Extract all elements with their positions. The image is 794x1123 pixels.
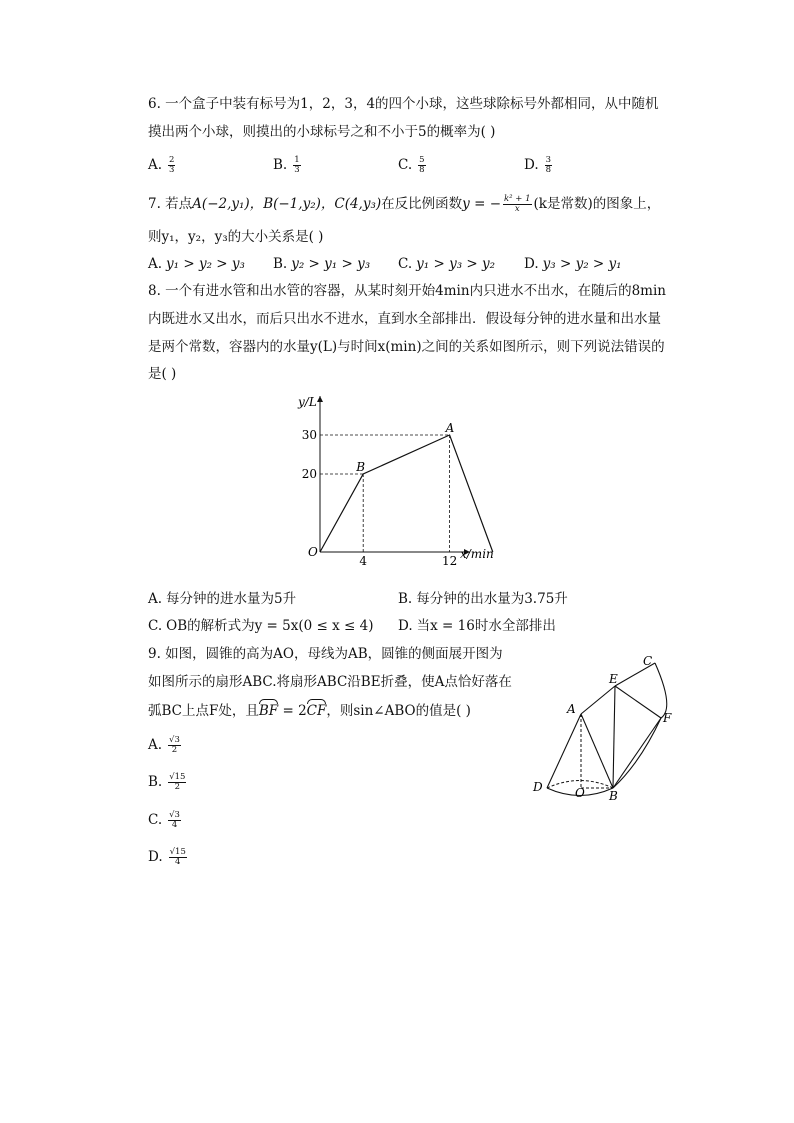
q7-option-c[interactable]: C. y₁ > y₃ > y₂ — [398, 256, 496, 272]
origin-label: O — [308, 545, 318, 559]
q9-option-a[interactable]: A. $\frac{√3}{2}$ — [148, 735, 180, 755]
q8-line4: 是( ) — [148, 366, 177, 382]
segment-a-b — [581, 714, 613, 788]
q9-line3: 弧BC上点F处，且BF = 2CF，则sin∠ABO的值是( ) — [148, 703, 471, 719]
y-tick-label-20: 20 — [301, 467, 317, 481]
q8-option-a[interactable]: A. 每分钟的进水量为5升 — [148, 591, 297, 607]
q7-line1: 7. 若点A(−2,y₁)，B(−1,y₂)，C(4,y₃)在反比例函数y = − $\frac{\text{k² + 1}}{x}$ (k是常数)的图象上， — [148, 194, 661, 214]
q6-option-a[interactable]: A. $\frac{2}{3}$ — [148, 155, 175, 175]
point-b: B(−1,y₂)， — [263, 196, 335, 212]
fraction: $\frac{√3}{2}$ — [169, 735, 180, 755]
q8-line3: 是两个常数，容器内的水量y(L)与时间x(min)之间的关系如图所示，则下列说法错误的 — [148, 339, 665, 355]
volume-series-line — [320, 435, 493, 552]
q8-option-b[interactable]: B. 每分钟的出水量为3.75升 — [398, 591, 568, 607]
q9-option-d[interactable]: D. $\frac{√15}{4}$ — [148, 847, 186, 867]
point-a-label: A — [445, 421, 455, 435]
label-d: D — [533, 780, 543, 794]
segment-a-d — [547, 714, 581, 788]
q7-line2: 则y₁，y₂，y₃的大小关系是( ) — [148, 229, 324, 245]
label-e: E — [609, 672, 618, 686]
point-b-label: B — [356, 460, 366, 474]
fraction: $\frac{√15}{4}$ — [169, 847, 186, 867]
segment-e-f — [615, 686, 661, 718]
segment-a-e — [581, 686, 615, 714]
cone-sector-figure — [525, 648, 690, 808]
segment-f-b — [613, 718, 661, 788]
q8-option-c[interactable]: C. OB的解析式为y = 5x(0 ≤ x ≤ 4) — [148, 618, 374, 634]
x-tick-label-12: 12 — [441, 554, 458, 568]
y-axis-label: y/L — [298, 395, 317, 409]
label-f: F — [663, 711, 672, 725]
label-o: O — [575, 786, 585, 800]
water-volume-graph — [290, 390, 510, 570]
q6-option-c[interactable]: C. $\frac{5}{8}$ — [398, 155, 425, 175]
q9-option-c[interactable]: C. $\frac{√3}{4}$ — [148, 810, 180, 830]
fraction: $\frac{√15}{2}$ — [169, 772, 186, 792]
arc-bf: BF — [258, 703, 279, 719]
point-c: C(4,y₃) — [334, 196, 382, 212]
q6-line2: 摸出两个小球，则摸出的小球标号之和不小于5的概率为( ) — [148, 124, 496, 140]
q6-option-b[interactable]: B. $\frac{1}{3}$ — [273, 155, 300, 175]
q9-line1: 9. 如图，圆锥的高为AO，母线为AB，圆锥的侧面展开图为 — [148, 646, 503, 662]
sector-arc-cf-b — [613, 663, 667, 788]
segment-e-b — [613, 686, 615, 788]
label-a: A — [567, 702, 576, 716]
y-tick-label-30: 30 — [301, 428, 317, 442]
q7-option-b[interactable]: B. y₂ > y₁ > y₃ — [273, 256, 371, 272]
fraction: $\frac{1}{3}$ — [294, 155, 300, 175]
q9-line2: 如图所示的扇形ABC.将扇形ABC沿BE折叠，使A点恰好落在 — [148, 674, 512, 690]
arc-cf: CF — [306, 703, 327, 719]
q8-option-d[interactable]: D. 当x = 16时水全部排出 — [398, 618, 556, 634]
function-fraction: $\frac{\text{k² + 1}}{x}$ — [504, 194, 531, 214]
q7-option-d[interactable]: D. y₃ > y₂ > y₁ — [524, 256, 622, 272]
point-a: A(−2,y₁)， — [192, 196, 264, 212]
x-tick-label-4: 4 — [359, 554, 368, 568]
label-b: B — [609, 789, 618, 803]
fraction: $\frac{3}{8}$ — [545, 155, 552, 175]
q7-option-a[interactable]: A. y₁ > y₂ > y₃ — [148, 256, 245, 272]
fraction: $\frac{2}{3}$ — [169, 155, 175, 175]
q9-option-b[interactable]: B. $\frac{√15}{2}$ — [148, 772, 186, 792]
q8-line2: 内既进水又出水，而后只出水不进水，直到水全部排出．假设每分钟的进水量和出水量 — [148, 311, 661, 327]
q6-line1: 6. 一个盒子中装有标号为1，2，3，4的四个小球，这些球除标号外都相同，从中随机 — [148, 96, 659, 112]
fraction: $\frac{5}{8}$ — [419, 155, 425, 175]
x-axis-label: x/min — [460, 547, 494, 561]
q6-option-d[interactable]: D. $\frac{3}{8}$ — [524, 155, 552, 175]
q8-line1: 8. 一个有进水管和出水管的容器，从某时刻开始4min内只进水不出水，在随后的8min — [148, 283, 666, 299]
fraction: $\frac{√3}{4}$ — [169, 810, 180, 830]
label-c: C — [643, 654, 653, 668]
